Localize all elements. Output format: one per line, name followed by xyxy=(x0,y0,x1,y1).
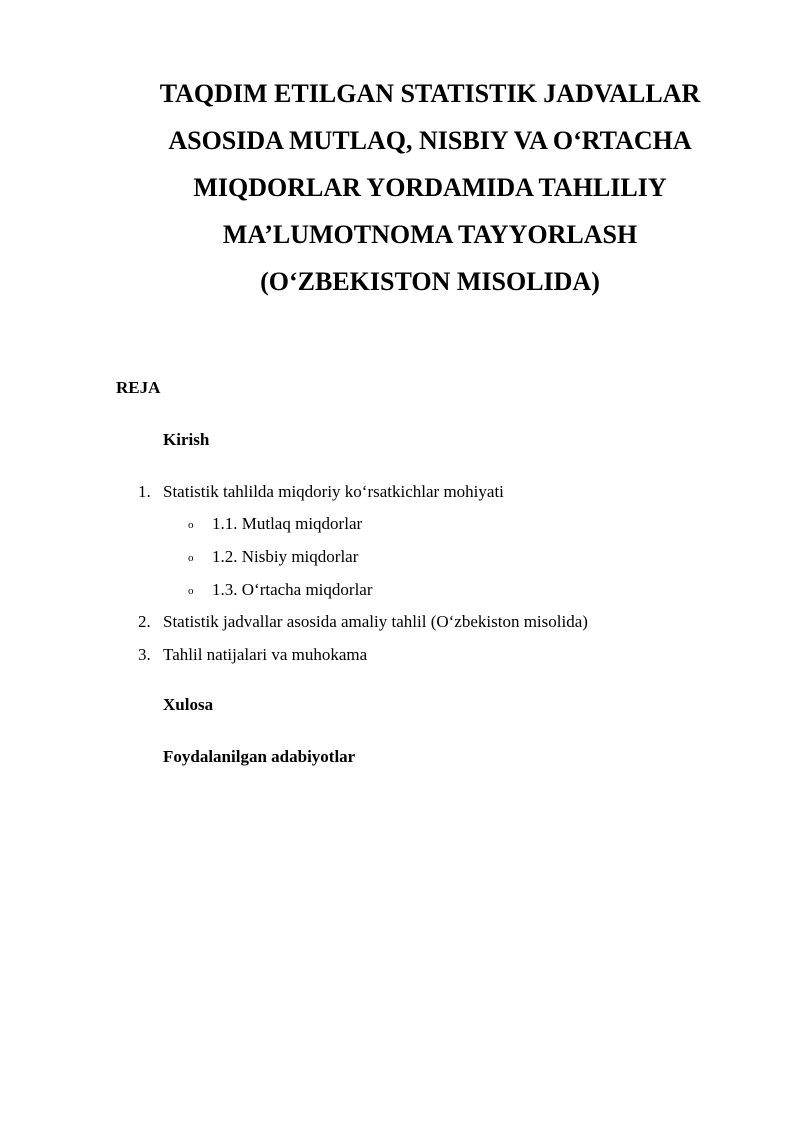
document-title xyxy=(100,70,760,305)
title-line: MIQDORLAR YORDAMIDA TAHLILIY xyxy=(193,173,667,202)
list-number: 2. xyxy=(138,612,151,631)
title-line: TAQDIM ETILGAN STATISTIK JADVALLAR xyxy=(159,79,701,108)
references-entry: Foydalanilgan adabiyotlar xyxy=(163,747,356,766)
conclusion-entry: Xulosa xyxy=(163,695,214,714)
list-item: Statistik jadvallar asosida amaliy tahlil (O‘zbekiston misolida) xyxy=(163,612,588,631)
list-item: Statistik tahlilda miqdoriy ko‘rsatkichlar mohiyati xyxy=(163,482,504,501)
list-number: 1. xyxy=(138,482,151,501)
title-line: MA’LUMOTNOMA TAYYORLASH xyxy=(222,220,638,249)
sub-list-item: 1.1. Mutlaq miqdorlar xyxy=(212,514,363,533)
intro-entry: Kirish xyxy=(163,430,210,449)
title-line: ASOSIDA MUTLAQ, NISBIY VA O‘RTACHA xyxy=(168,126,692,155)
bullet-icon: o xyxy=(188,519,194,531)
bullet-icon: o xyxy=(188,585,194,597)
sub-list-item: 1.3. O‘rtacha miqdorlar xyxy=(212,580,373,599)
plan-heading: REJA xyxy=(116,378,161,397)
sub-list-item: 1.2. Nisbiy miqdorlar xyxy=(212,547,359,566)
title-line: (O‘ZBEKISTON MISOLIDA) xyxy=(260,267,600,296)
bullet-icon: o xyxy=(188,552,194,564)
list-item: Tahlil natijalari va muhokama xyxy=(163,645,368,664)
list-number: 3. xyxy=(138,645,151,664)
